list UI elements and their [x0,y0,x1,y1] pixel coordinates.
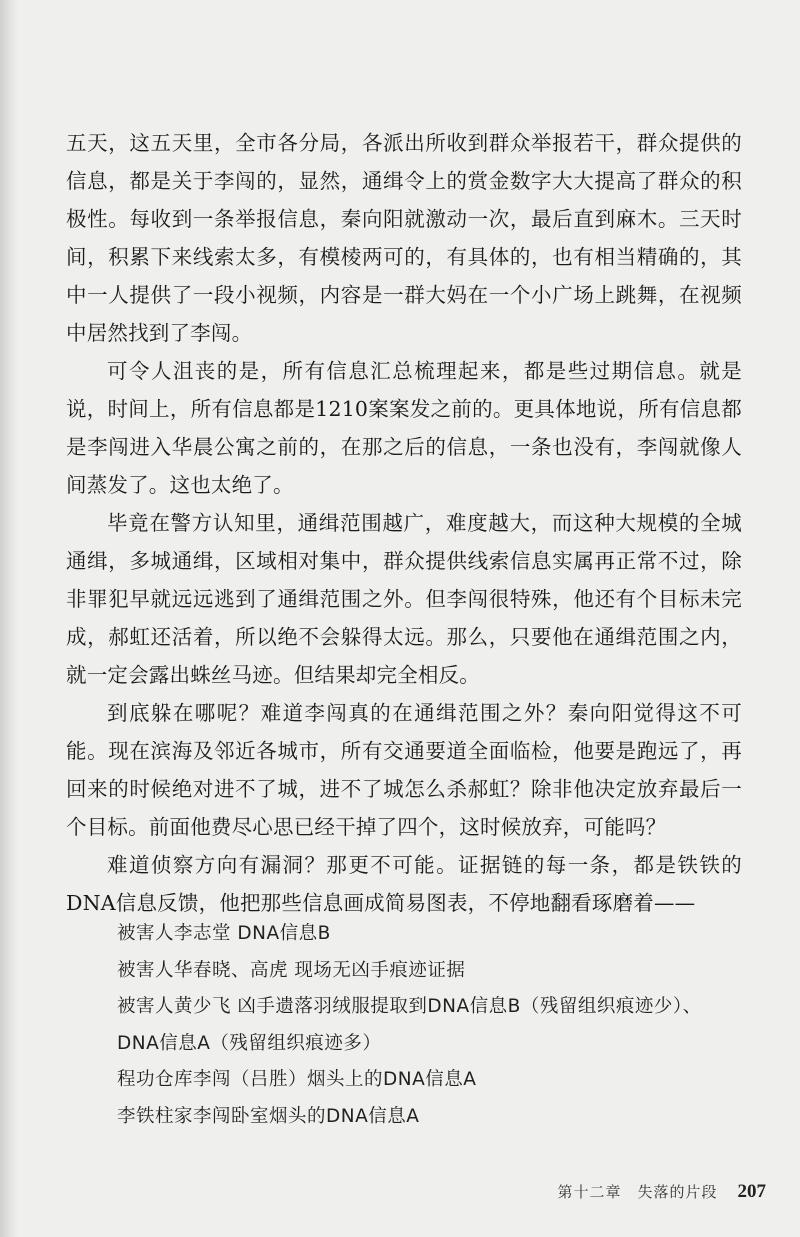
evidence-line: 被害人李志堂 DNA信息B [117,923,331,944]
paragraph-3: 毕竟在警方认知里，通缉范围越广，难度越大，而这种大规模的全城通缉，多城通缉，区域相对集中，群众提供线索信息实属再正常不过，除非罪犯早就远远逃到了通缉范围之外。但李闯很特殊，他还有个目标未完成，郝虹还活着，所以绝不会躲得太远。那么，只要他在通缉范围之内，就一定会露出蛛丝马迹。但结果却完全相反。 [66,511,742,687]
page-footer [557,1181,766,1203]
page-number: 207 [737,1181,766,1202]
paragraph-4: 到底躲在哪呢？难道李闯真的在通缉范围之外？秦向阳觉得这不可能。现在滨海及邻近各城市，所有交通要道全面临检，他要是跑远了，再回来的时候绝对进不了城，进不了城怎么杀郝虹？除非他决定放弃最后一个目标。前面他费尽心思已经干掉了四个，这时候放弃，可能吗？ [66,701,742,839]
page-body [66,124,742,922]
evidence-line: 李铁柱家李闯卧室烟头的DNA信息A [117,1105,420,1127]
chapter-title: 第十二章 失落的片段 [557,1183,718,1201]
book-spine-shadow [0,0,18,1237]
evidence-line: DNA信息A（残留组织痕迹多） [117,1032,382,1054]
evidence-chart [117,916,737,1135]
paragraph-2: 可令人沮丧的是，所有信息汇总梳理起来，都是些过期信息。就是说，时间上，所有信息都是1210案案发之前的。更具体地说，所有信息都是李闯进入华晨公寓之前的，在那之后的信息，一条也没有，李闯就像人间蒸发了。这也太绝了。 [66,359,742,497]
evidence-line: 被害人华春晓、高虎 现场无凶手痕迹证据 [117,959,466,981]
paragraph-5: 难道侦察方向有漏洞？那更不可能。证据链的每一条，都是铁铁的DNA信息反馈，他把那些信息画成简易图表，不停地翻看琢磨着—— [66,853,742,915]
paragraph-1: 五天，这五天里，全市各分局，各派出所收到群众举报若干，群众提供的信息，都是关于李闯的，显然，通缉令上的赏金数字大大提高了群众的积极性。每收到一条举报信息，秦向阳就激动一次，最后直到麻木。三天时间，积累下来线索太多，有模棱两可的，有具体的，也有相当精确的，其中一人提供了一段小视频，内容是一群大妈在一个小广场上跳舞，在视频中居然找到了李闯。 [66,131,742,345]
evidence-line: 程功仓库李闯（吕胜）烟头上的DNA信息A [117,1069,477,1090]
evidence-line: 被害人黄少飞 凶手遗落羽绒服提取到DNA信息B（残留组织痕迹少）、 [117,996,702,1017]
